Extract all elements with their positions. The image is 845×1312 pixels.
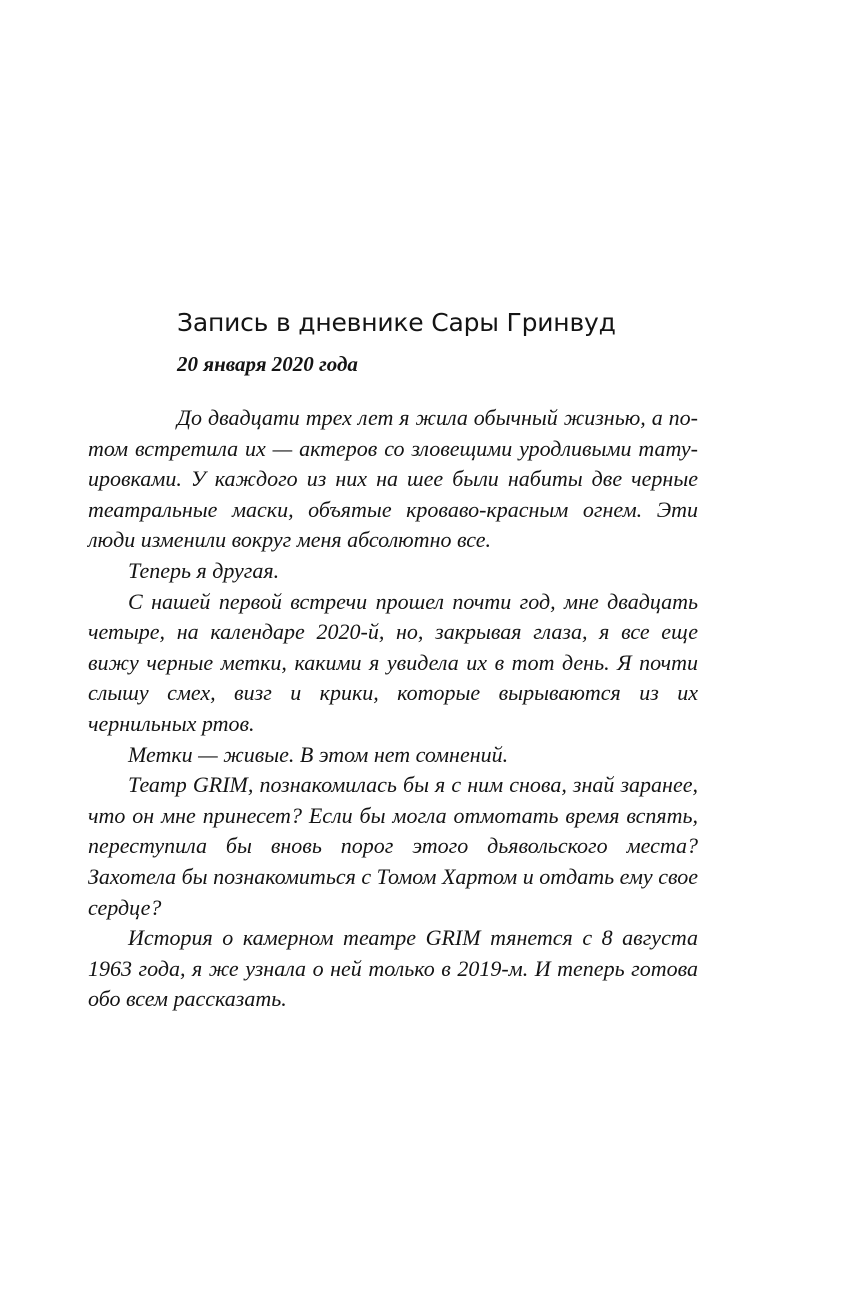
paragraph: История о камерном театре GRIM тянется с 8 августа 1963 года, я же узнала о ней только в 2019-м. И теперь готова обо всем рассказать. — [88, 925, 698, 1012]
diary-entry-date: 20 января 2020 года — [177, 352, 358, 376]
paragraph: Театр GRIM, познакомилась бы я с ним снова, знай заранее, что он мне принесет? Если бы могла отмотать время вспять, переступила бы вновь порог этого дьявольского места? Захотела бы познакомиться с Томом Хартом и отдать ему свое сердце? — [88, 772, 698, 920]
paragraph: Теперь я другая. — [128, 557, 280, 583]
diary-entry-title: Запись в дневнике Сары Гринвуд — [177, 308, 616, 337]
diary-entry-body — [88, 403, 698, 1015]
paragraph: Метки — живые. В этом нет сомнений. — [128, 741, 509, 767]
paragraph: С нашей первой встречи прошел почти год, мне двадцать четыре, на календаре 2020-й, но, закрывая глаза, я все еще вижу черные метки, какими я увидела их в тот день. Я почти слышу смех, визг и крики, которые вырываются из их чернильных ртов. — [88, 588, 698, 736]
paragraph: До двадцати трех лет я жила обычный жизнью, а потом встретила их — актеров со зловещими уродливыми татуировками. У каждого из них на шее были набиты две черные театральные маски, объятые кроваво-красным огнем. Эти люди изменили вокруг меня абсолютно все. — [88, 405, 698, 553]
